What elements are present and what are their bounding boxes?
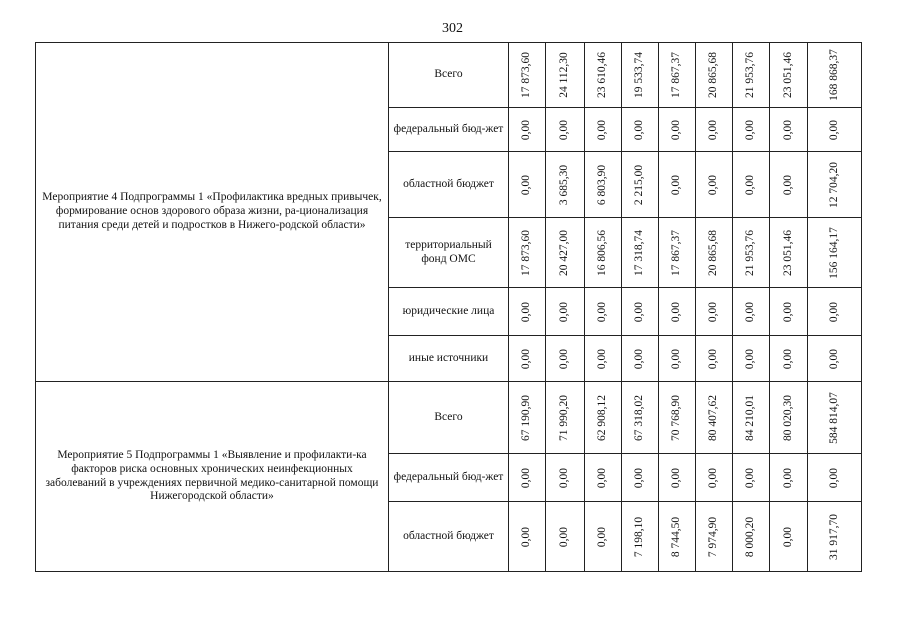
value-cell xyxy=(696,336,733,382)
value-cell xyxy=(509,152,546,218)
value: 0,00 xyxy=(707,348,720,369)
value: 0,00 xyxy=(633,301,646,322)
value: 0,00 xyxy=(670,301,683,322)
value: 20 427,00 xyxy=(558,229,571,276)
value: 0,00 xyxy=(520,119,533,140)
value: 0,00 xyxy=(707,301,720,322)
value-cell xyxy=(546,152,585,218)
value: 0,00 xyxy=(596,467,609,488)
value-cell xyxy=(659,454,696,502)
value-cell xyxy=(808,288,862,336)
value-cell xyxy=(770,288,808,336)
value-cell xyxy=(546,336,585,382)
value-cell xyxy=(585,454,622,502)
value-cell xyxy=(808,43,862,108)
value: 7 974,90 xyxy=(707,516,720,557)
value-cell xyxy=(770,454,808,502)
value-cell xyxy=(770,218,808,288)
value: 0,00 xyxy=(520,174,533,195)
value-cell xyxy=(733,152,770,218)
value-cell xyxy=(733,43,770,108)
value: 16 806,56 xyxy=(596,229,609,276)
value-cell xyxy=(770,336,808,382)
value-cell xyxy=(770,108,808,152)
value: 24 112,30 xyxy=(558,52,571,98)
value-cell xyxy=(622,502,659,572)
value: 6 803,90 xyxy=(596,164,609,205)
value: 0,00 xyxy=(670,467,683,488)
value: 0,00 xyxy=(520,467,533,488)
value: 21 953,76 xyxy=(744,52,757,98)
value: 71 990,20 xyxy=(558,394,571,441)
value-cell xyxy=(622,218,659,288)
value-cell xyxy=(808,502,862,572)
value-cell xyxy=(696,218,733,288)
value: 0,00 xyxy=(520,348,533,369)
value-cell xyxy=(622,454,659,502)
value-cell xyxy=(585,43,622,108)
value-cell xyxy=(808,382,862,454)
value-cell xyxy=(546,218,585,288)
value: 67 190,90 xyxy=(520,394,533,441)
value-cell xyxy=(696,43,733,108)
value-cell xyxy=(659,218,696,288)
value: 0,00 xyxy=(781,467,794,488)
value-cell xyxy=(622,336,659,382)
value: 62 908,12 xyxy=(596,394,609,441)
value: 20 865,68 xyxy=(707,229,720,276)
value-cell xyxy=(659,288,696,336)
value: 2 215,00 xyxy=(633,164,646,205)
value: 0,00 xyxy=(744,174,757,195)
source-label: федеральный бюд-жет xyxy=(389,454,509,502)
value-cell xyxy=(585,288,622,336)
value: 17 867,37 xyxy=(670,229,683,276)
value: 3 685,30 xyxy=(558,164,571,205)
value-cell xyxy=(696,108,733,152)
value-cell xyxy=(733,454,770,502)
funding-table xyxy=(35,42,862,572)
source-label: иные источники xyxy=(389,336,509,382)
value-cell xyxy=(585,108,622,152)
value: 0,00 xyxy=(596,526,609,547)
value: 0,00 xyxy=(633,467,646,488)
value-cell xyxy=(509,43,546,108)
value-cell xyxy=(808,108,862,152)
value: 19 533,74 xyxy=(633,52,646,98)
source-label: Всего xyxy=(389,43,509,108)
value-cell xyxy=(733,382,770,454)
value: 21 953,76 xyxy=(744,229,757,276)
value-cell xyxy=(696,382,733,454)
value: 20 865,68 xyxy=(707,52,720,98)
page-number: 302 xyxy=(442,21,463,36)
value-cell xyxy=(546,502,585,572)
value-cell xyxy=(546,454,585,502)
value: 0,00 xyxy=(633,119,646,140)
value-cell xyxy=(622,152,659,218)
value-cell xyxy=(509,382,546,454)
source-label: областной бюджет xyxy=(389,502,509,572)
value: 0,00 xyxy=(781,174,794,195)
value-cell xyxy=(622,43,659,108)
value: 8 000,20 xyxy=(744,516,757,557)
value: 0,00 xyxy=(827,119,840,140)
value: 0,00 xyxy=(520,301,533,322)
value: 0,00 xyxy=(781,119,794,140)
value-cell xyxy=(585,336,622,382)
value-cell xyxy=(622,108,659,152)
value: 0,00 xyxy=(558,119,571,140)
value: 0,00 xyxy=(744,119,757,140)
value: 0,00 xyxy=(596,348,609,369)
table-row xyxy=(36,43,862,108)
value-cell xyxy=(659,108,696,152)
value-cell xyxy=(696,502,733,572)
value-cell xyxy=(659,336,696,382)
value: 17 318,74 xyxy=(633,229,646,276)
value-cell xyxy=(733,336,770,382)
value: 84 210,01 xyxy=(744,394,757,441)
value: 7 198,10 xyxy=(633,516,646,557)
value-cell xyxy=(696,152,733,218)
value: 12 704,20 xyxy=(827,161,840,208)
value: 168 868,37 xyxy=(827,49,840,101)
value: 80 020,30 xyxy=(781,394,794,441)
value: 0,00 xyxy=(827,301,840,322)
value: 0,00 xyxy=(744,467,757,488)
value: 0,00 xyxy=(670,119,683,140)
value-cell xyxy=(770,382,808,454)
value: 0,00 xyxy=(781,301,794,322)
value-cell xyxy=(733,218,770,288)
value: 0,00 xyxy=(596,119,609,140)
value-cell xyxy=(509,502,546,572)
value-cell xyxy=(509,218,546,288)
source-label: юридические лица xyxy=(389,288,509,336)
value-cell xyxy=(770,502,808,572)
value-cell xyxy=(622,288,659,336)
event-4-label: Мероприятие 4 Подпрограммы 1 «Профилактика вредных привычек, формирование основ здорового образа жизни, ра-ционализация питания среди детей и подростков в Нижего-родской области» xyxy=(36,43,389,382)
value: 0,00 xyxy=(827,467,840,488)
value-cell xyxy=(622,382,659,454)
value: 31 917,70 xyxy=(827,513,840,560)
source-label: областной бюджет xyxy=(389,152,509,218)
value-cell xyxy=(733,288,770,336)
value: 0,00 xyxy=(558,301,571,322)
value: 70 768,90 xyxy=(670,394,683,441)
event-5-label: Мероприятие 5 Подпрограммы 1 «Выявление и профилакти-ка факторов риска основных хронических неинфекционных заболеваний в учреждениях первичной медико-санитарной помощи Нижегородской области» xyxy=(36,382,389,572)
value-cell xyxy=(733,108,770,152)
value-cell xyxy=(770,43,808,108)
value: 0,00 xyxy=(558,526,571,547)
value: 0,00 xyxy=(707,119,720,140)
value: 0,00 xyxy=(744,348,757,369)
source-label: Всего xyxy=(389,382,509,454)
value-cell xyxy=(585,152,622,218)
value: 23 051,46 xyxy=(781,229,794,276)
value-cell xyxy=(546,108,585,152)
source-label: федеральный бюд-жет xyxy=(389,108,509,152)
value-cell xyxy=(509,336,546,382)
table-row xyxy=(36,382,862,454)
value: 0,00 xyxy=(558,467,571,488)
value: 17 873,60 xyxy=(520,229,533,276)
value-cell xyxy=(696,454,733,502)
value-cell xyxy=(659,382,696,454)
value-cell xyxy=(509,454,546,502)
value: 0,00 xyxy=(707,174,720,195)
value-cell xyxy=(770,152,808,218)
value-cell xyxy=(733,502,770,572)
value-cell xyxy=(546,382,585,454)
value: 584 814,07 xyxy=(827,391,840,444)
value-cell xyxy=(585,218,622,288)
value: 0,00 xyxy=(827,348,840,369)
source-label: территориальный фонд ОМС xyxy=(389,218,509,288)
value: 0,00 xyxy=(707,467,720,488)
value-cell xyxy=(546,288,585,336)
value-cell xyxy=(659,43,696,108)
value: 17 867,37 xyxy=(670,52,683,98)
value: 0,00 xyxy=(670,174,683,195)
value: 23 051,46 xyxy=(781,52,794,98)
value-cell xyxy=(585,382,622,454)
value: 23 610,46 xyxy=(596,52,609,98)
value: 156 164,17 xyxy=(827,226,840,279)
value: 0,00 xyxy=(781,348,794,369)
value: 80 407,62 xyxy=(707,394,720,441)
value: 0,00 xyxy=(520,526,533,547)
value: 0,00 xyxy=(633,348,646,369)
value: 8 744,50 xyxy=(670,516,683,557)
value: 0,00 xyxy=(596,301,609,322)
value-cell xyxy=(659,152,696,218)
value: 67 318,02 xyxy=(633,394,646,441)
value-cell xyxy=(546,43,585,108)
value-cell xyxy=(509,288,546,336)
value-cell xyxy=(808,218,862,288)
value: 0,00 xyxy=(558,348,571,369)
value-cell xyxy=(659,502,696,572)
value-cell xyxy=(585,502,622,572)
value-cell xyxy=(509,108,546,152)
value-cell xyxy=(808,336,862,382)
value: 0,00 xyxy=(670,348,683,369)
value-cell xyxy=(808,454,862,502)
value-cell xyxy=(696,288,733,336)
value: 0,00 xyxy=(781,526,794,547)
value: 0,00 xyxy=(744,301,757,322)
value-cell xyxy=(808,152,862,218)
value: 17 873,60 xyxy=(520,52,533,98)
